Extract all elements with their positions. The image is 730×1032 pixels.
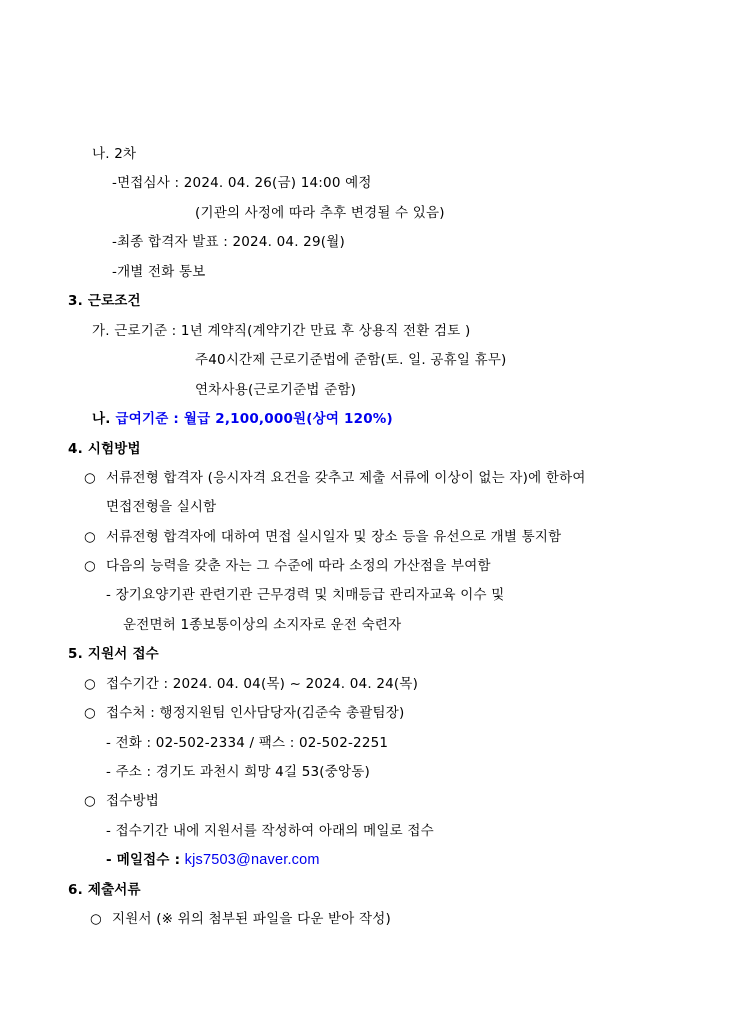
- application-office: [84, 703, 404, 723]
- bonus-criteria-line1: - 장기요양기관 관련기관 근무경력 및 치매등급 관리자교육 이수 및: [106, 587, 505, 603]
- circle-bullet-icon: ○: [84, 793, 96, 809]
- exam-item-2: [84, 527, 561, 547]
- email-line: [106, 850, 320, 870]
- application-office-text: 접수처 : 행정지원팀 인사담당자(김준숙 총괄팀장): [106, 705, 405, 721]
- bonus-criteria-line2: 운전면허 1종보통이상의 소지자로 운전 숙련자: [123, 617, 402, 633]
- application-method-text: 접수방법: [106, 793, 159, 809]
- work-standard-line2: 주40시간제 근로기준법에 준함(토. 일. 공휴일 휴무): [195, 352, 507, 368]
- circle-bullet-icon: ○: [84, 705, 96, 721]
- exam-item-1-text: 서류전형 합격자 (응시자격 요건을 갖추고 제출 서류에 이상이 없는 자)에 한하여: [106, 470, 586, 486]
- exam-item-3-text: 다음의 능력을 갖춘 자는 그 수준에 따라 소정의 가산점을 부여함: [106, 558, 491, 574]
- interview-note: (기관의 사정에 따라 추후 변경될 수 있음): [195, 205, 445, 221]
- email-link[interactable]: kjs7503@naver.com: [184, 852, 320, 868]
- circle-bullet-icon: ○: [84, 529, 96, 545]
- required-doc-1-text: 지원서 (※ 위의 첨부된 파일을 다운 받아 작성): [112, 911, 391, 927]
- work-standard-line3: 연차사용(근로기준법 준함): [195, 382, 357, 398]
- application-method-desc: - 접수기간 내에 지원서를 작성하여 아래의 메일로 접수: [106, 823, 434, 839]
- contact-phone-fax: - 전화 : 02-502-2334 / 팩스 : 02-502-2251: [106, 735, 389, 751]
- circle-bullet-icon: ○: [84, 470, 96, 486]
- section-6-title: 6. 제출서류: [68, 882, 141, 898]
- circle-bullet-icon: ○: [84, 558, 96, 574]
- section-5-title: 5. 지원서 접수: [68, 646, 159, 662]
- exam-item-1: [84, 468, 586, 488]
- salary-text: 급여기준 : 월급 2,100,000원(상여 120%): [115, 411, 393, 427]
- phone-notice: -개별 전화 통보: [112, 264, 206, 280]
- exam-item-3: [84, 556, 491, 576]
- exam-item-1-cont: 면접전형을 실시함: [106, 499, 217, 515]
- section-3-title: 3. 근로조건: [68, 293, 141, 309]
- email-label: - 메일접수 :: [106, 852, 181, 868]
- contact-address: - 주소 : 경기도 과천시 희망 4길 53(중앙동): [106, 764, 370, 780]
- application-method: [84, 791, 159, 811]
- work-standard-line1: 가. 근로기준 : 1년 계약직(계약기간 만료 후 상용직 전환 검토 ): [92, 323, 471, 339]
- salary-line: [92, 409, 393, 429]
- section-2b-title: 나. 2차: [92, 146, 137, 162]
- circle-bullet-icon: ○: [84, 676, 96, 692]
- exam-item-2-text: 서류전형 합격자에 대하여 면접 실시일자 및 장소 등을 유선으로 개별 통지함: [106, 529, 562, 545]
- final-announcement: -최종 합격자 발표 : 2024. 04. 29(월): [112, 234, 345, 250]
- circle-bullet-icon: ○: [90, 911, 102, 927]
- interview-schedule: -면접심사 : 2024. 04. 26(금) 14:00 예정: [112, 175, 372, 191]
- section-4-title: 4. 시험방법: [68, 441, 141, 457]
- application-period-text: 접수기간 : 2024. 04. 04(목) ~ 2024. 04. 24(목): [106, 676, 419, 692]
- application-period: [84, 674, 418, 694]
- salary-prefix: 나.: [92, 411, 111, 427]
- required-doc-1: [90, 909, 391, 929]
